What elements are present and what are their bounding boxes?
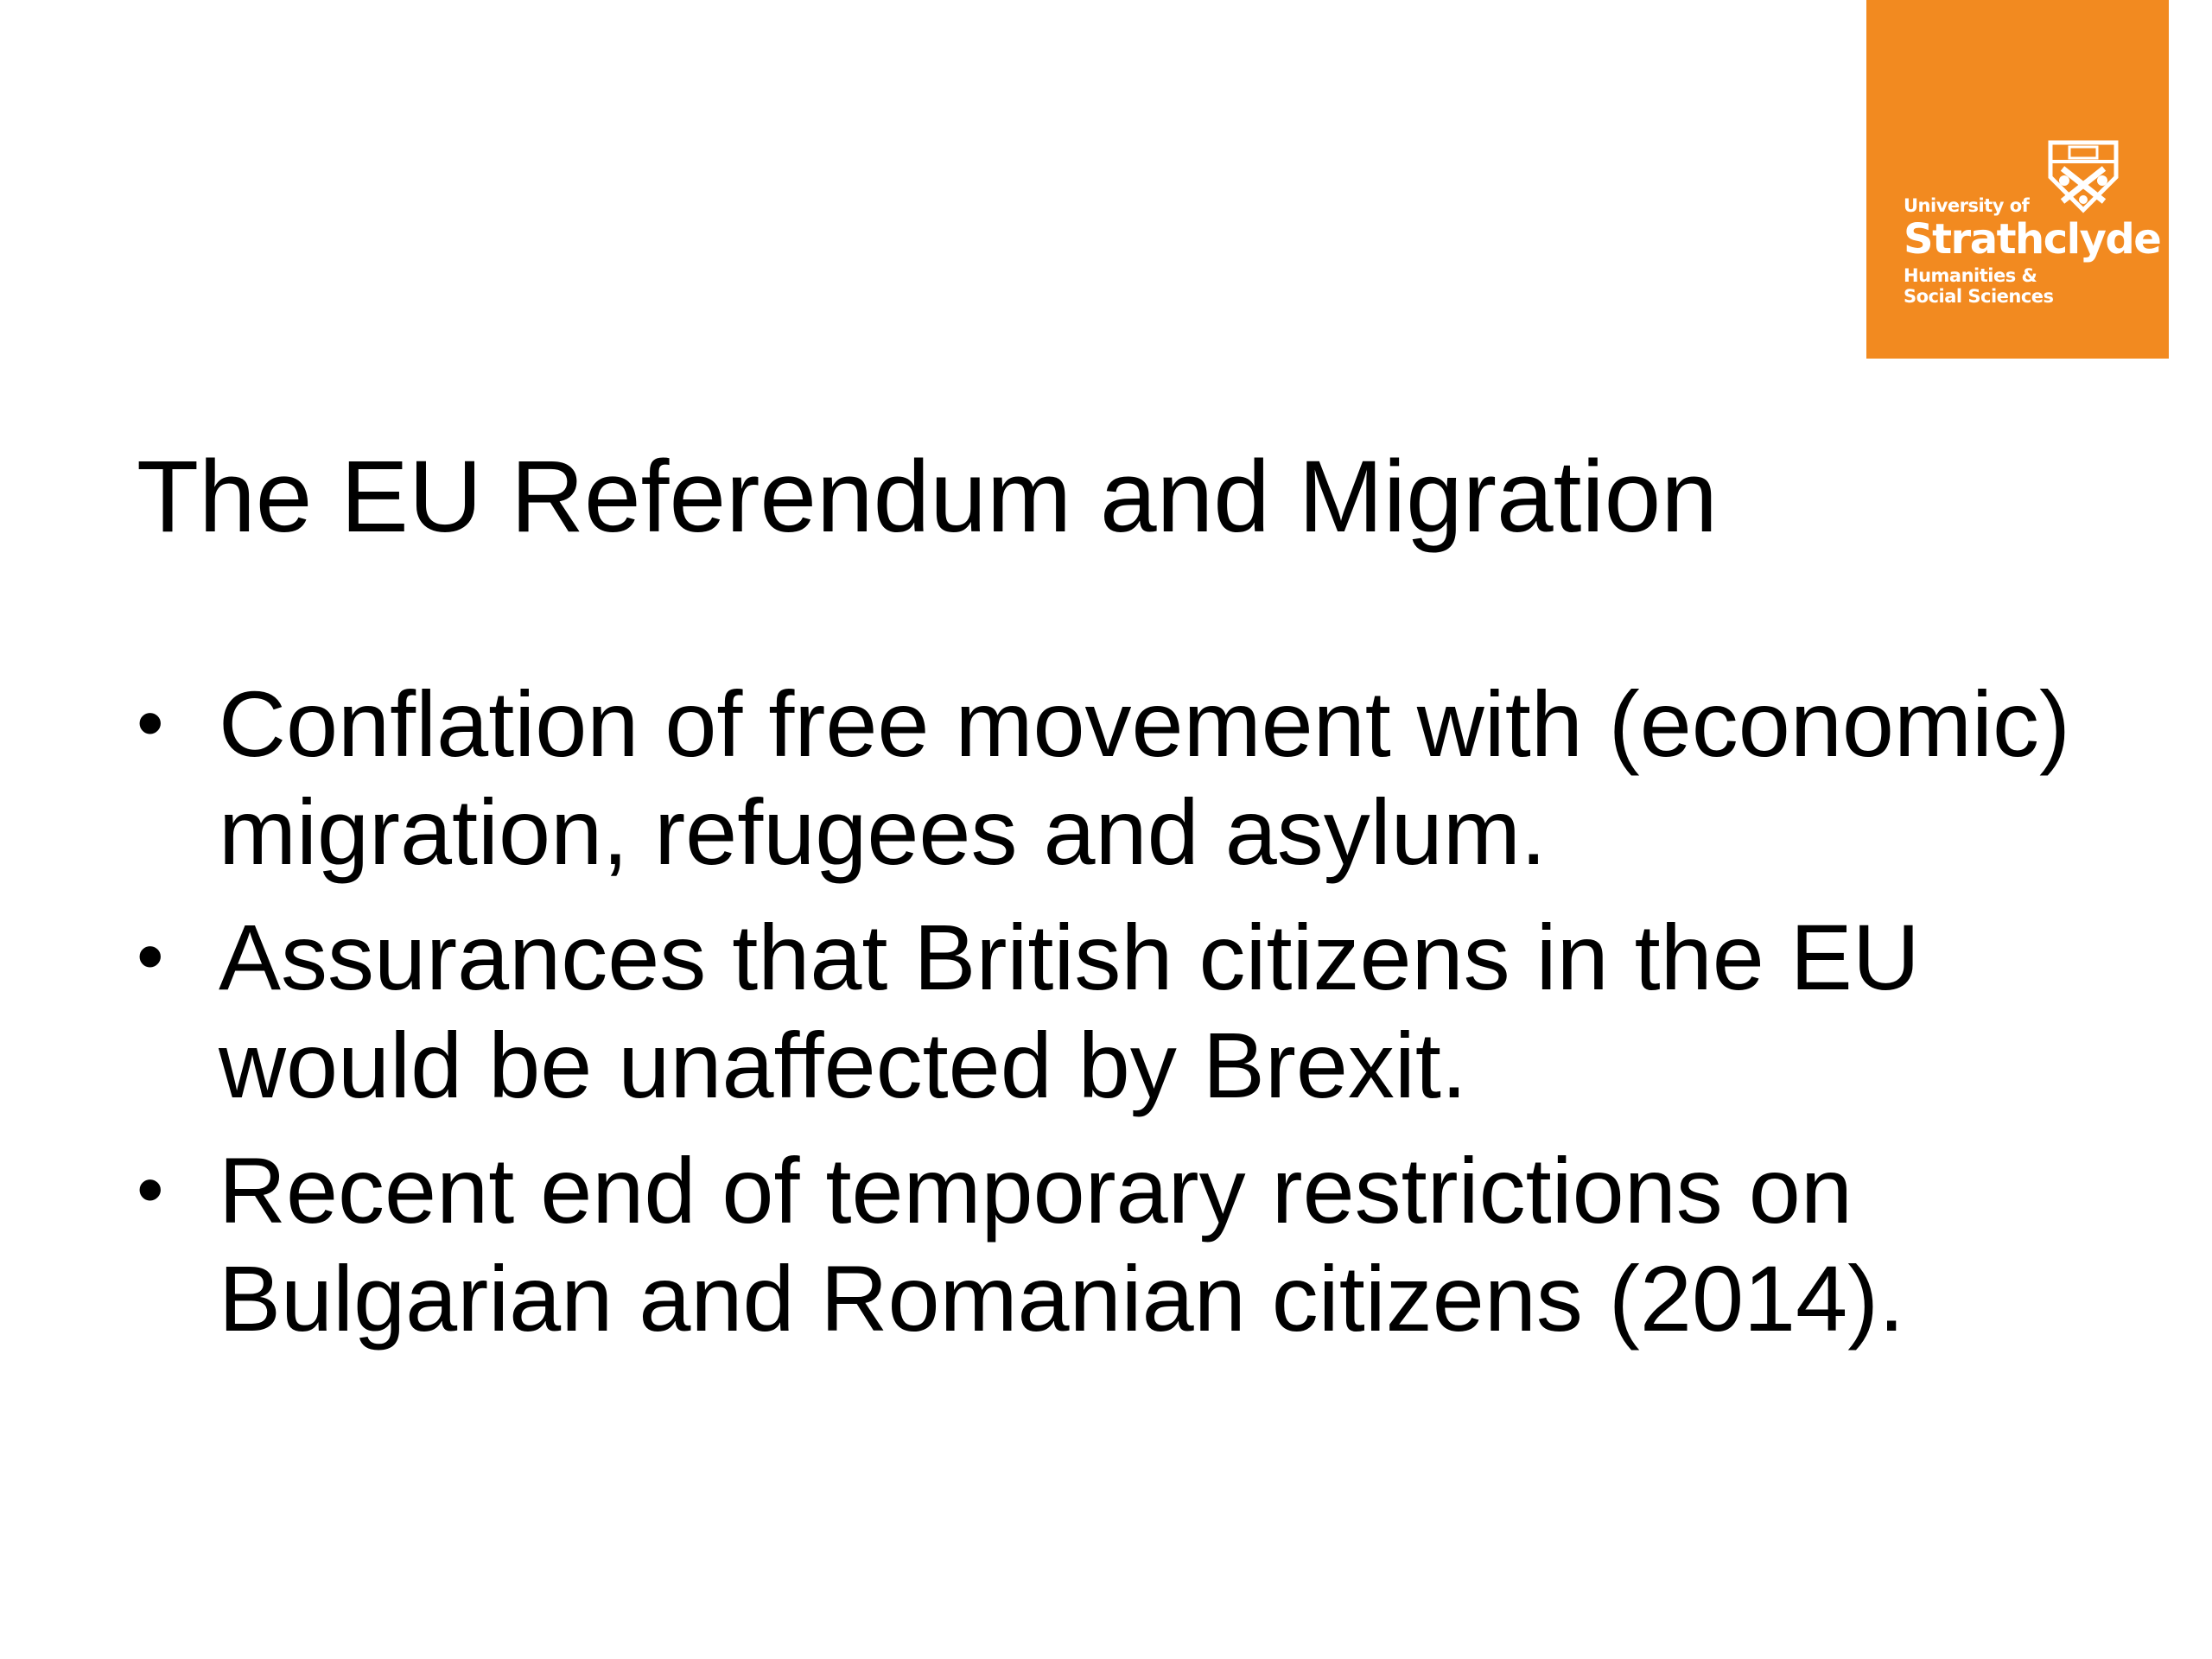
logo-text [1904,197,2160,307]
slide-title: The EU Referendum and Migration [137,440,1718,554]
logo-university-of: University of [1904,195,2030,216]
bullet-item [137,903,2124,1119]
bullet-text: Assurances that British citizens in the EU would be unaffected by Brexit. [219,905,1920,1117]
logo-faculty-line2: Social Sciences [1904,286,2054,308]
bullet-icon: • [137,1147,164,1233]
bullet-text: Conflation of free movement with (economic) migration, refugees and asylum. [219,671,2070,884]
logo-faculty-line1: Humanities & [1904,265,2037,286]
bullet-list [137,670,2124,1370]
bullet-icon: • [137,680,164,766]
bullet-icon: • [137,913,164,1000]
logo-university-name: Strathclyde [1904,215,2161,264]
university-logo [1866,0,2169,359]
bullet-item [137,670,2124,886]
bullet-item [137,1136,2124,1352]
bullet-text: Recent end of temporary restrictions on Bulgarian and Romanian citizens (2014). [219,1138,1905,1351]
